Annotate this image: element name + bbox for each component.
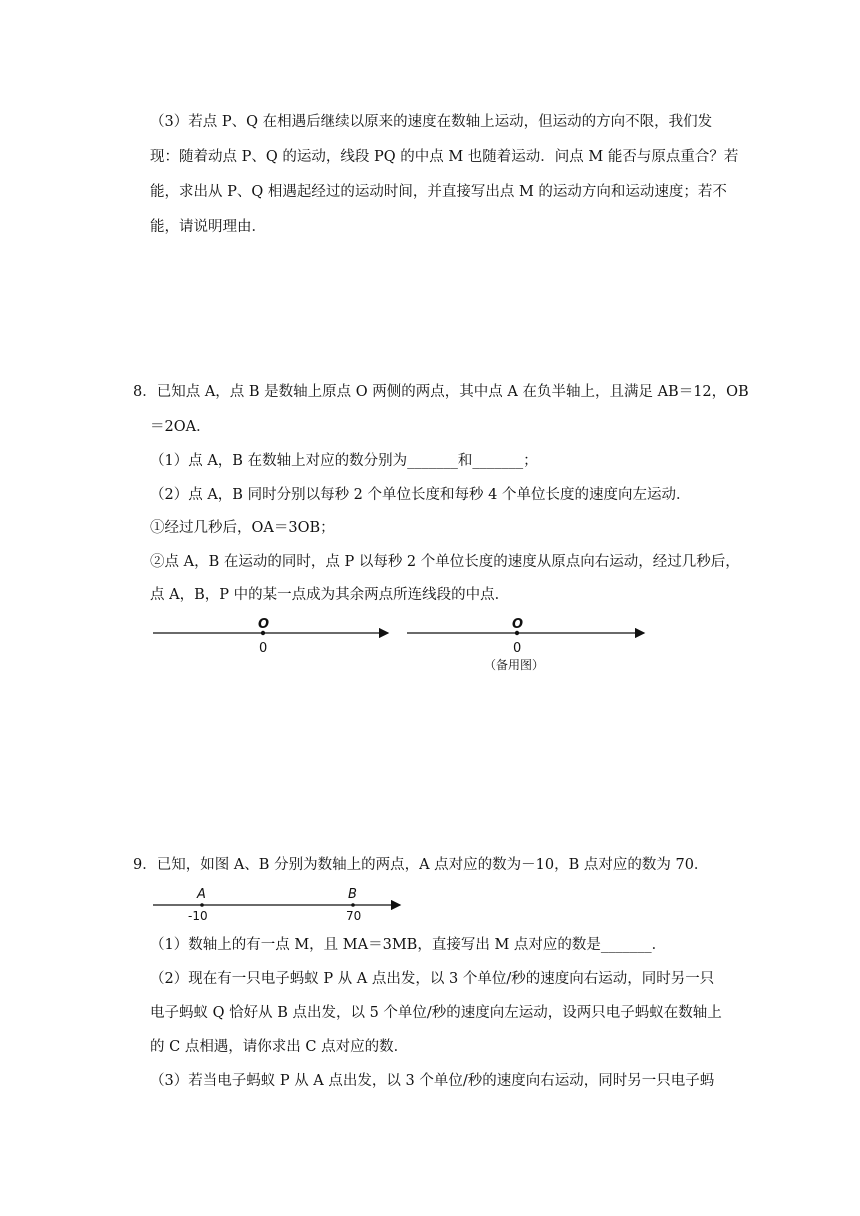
q8-part2: （2）点 A，B 同时分别以每秒 2 个单位长度和每秒 4 个单位长度的速度向左运动． bbox=[150, 487, 691, 503]
point-a-label: A bbox=[197, 887, 206, 902]
zero-label: 0 bbox=[259, 641, 268, 656]
point-b-value: 70 bbox=[346, 909, 362, 923]
q9-part2-line1: （2）现在有一只电子蚂蚁 P 从 A 点出发，以 3 个单位/秒的速度向右运动，同时另一只 bbox=[150, 971, 715, 987]
point-b-dot bbox=[351, 903, 355, 907]
point-b-label: B bbox=[348, 887, 357, 902]
q7-part3-line4: 能，请说明理由． bbox=[150, 219, 266, 235]
origin-label: O bbox=[258, 617, 270, 632]
q9-line1: 9．已知，如图 A、B 分别为数轴上的两点，A 点对应的数为－10，B 点对应的数为 70． bbox=[133, 857, 709, 873]
q9-number-line bbox=[150, 882, 410, 926]
origin-label: O bbox=[512, 617, 524, 632]
q7-part3-line2: 现：随着动点 P、Q 的运动，线段 PQ 的中点 M 也随着运动．问点 M 能否与原点重合？若 bbox=[150, 149, 739, 165]
q9-part1: （1）数轴上的有一点 M，且 MA＝3MB，直接写出 M 点对应的数是_______． bbox=[150, 937, 667, 953]
q9-part3-line1: （3）若当电子蚂蚁 P 从 A 点出发，以 3 个单位/秒的速度向右运动，同时另一只电子蚂 bbox=[150, 1073, 715, 1089]
backup-figure-caption: （备用图） bbox=[484, 658, 545, 672]
q9-part2-line3: 的 C 点相遇，请你求出 C 点对应的数． bbox=[150, 1039, 409, 1055]
q8-line2: ＝2OA． bbox=[150, 419, 211, 435]
q8-number-line-1 bbox=[150, 612, 400, 662]
q8-number-line-2 bbox=[404, 612, 654, 682]
point-a-value: -10 bbox=[188, 909, 208, 923]
q8-sub2-line2: 点 A，B，P 中的某一点成为其余两点所连线段的中点． bbox=[150, 587, 510, 603]
q9-part2-line2: 电子蚂蚁 Q 恰好从 B 点出发，以 5 个单位/秒的速度向左运动，设两只电子蚂蚁在数轴上 bbox=[150, 1005, 722, 1021]
q8-sub2-line1: ②点 A，B 在运动的同时，点 P 以每秒 2 个单位长度的速度从原点向右运动，经过几秒后， bbox=[150, 554, 740, 570]
q8-line1: 8．已知点 A，点 B 是数轴上原点 O 两侧的两点，其中点 A 在负半轴上，且满足 AB＝12，OB bbox=[133, 384, 749, 400]
q8-part1: （1）点 A，B 在数轴上对应的数分别为_______和_______； bbox=[150, 453, 538, 469]
q7-part3-line1: （3）若点 P、Q 在相遇后继续以原来的速度在数轴上运动，但运动的方向不限，我们发 bbox=[150, 114, 713, 130]
zero-label: 0 bbox=[513, 641, 522, 656]
point-a-dot bbox=[200, 903, 204, 907]
q8-sub1: ①经过几秒后，OA＝3OB； bbox=[150, 520, 335, 536]
q7-part3-line3: 能，求出从 P、Q 相遇起经过的运动时间，并直接写出点 M 的运动方向和运动速度；若不 bbox=[150, 184, 727, 200]
